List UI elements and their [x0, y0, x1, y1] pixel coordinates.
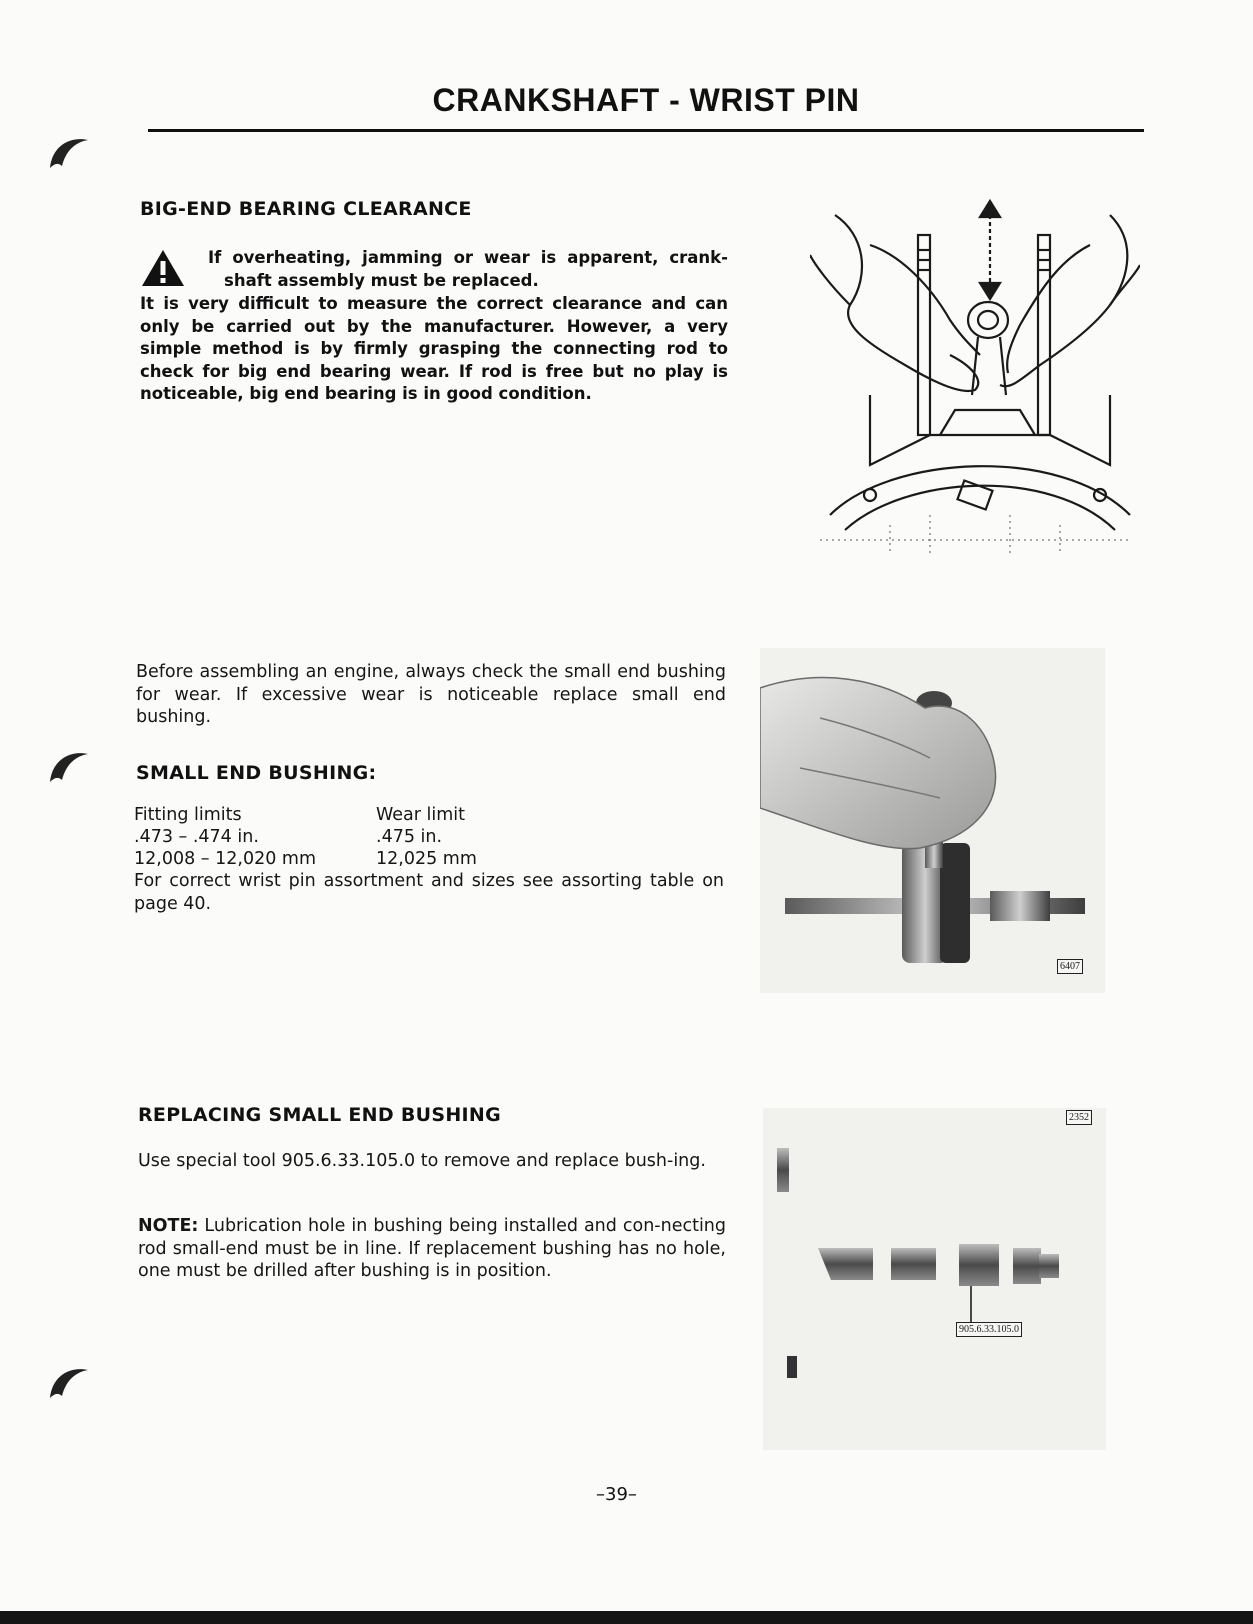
bottom-scan-edge: [0, 1611, 1253, 1624]
tool-number-label: 905.6.33.105.0: [956, 1322, 1022, 1337]
lubrication-note: [138, 1215, 726, 1283]
limits-table: [134, 804, 576, 870]
special-tool-paragraph: Use special tool 905.6.33.105.0 to remove and replace bush-ing.: [138, 1151, 706, 1171]
fitting-limit-inches: .473 – .474 in.: [134, 827, 259, 847]
small-end-intro-paragraph: Before assembling an engine, always check the small end bushing for wear. If excessive wear is noticeable replace small end bushing.: [136, 662, 726, 727]
figure-label-2352: 2352: [1066, 1110, 1092, 1125]
crankshaft-photo-illustration: [760, 648, 1105, 993]
binder-hole-bottom: [40, 1358, 102, 1420]
assortment-note: For correct wrist pin assortment and sizes see assorting table on page 40.: [134, 871, 724, 914]
note-text: Lubrication hole in bushing being installed and con-necting rod small-end must be in line. If replacement bushing has no hole, one must be drilled after bushing is in position.: [138, 1216, 726, 1281]
big-end-paragraph: It is very difficult to measure the correct clearance and can only be carried out by the manufacturer. However, a very simple method is by firmly grasping the connecting rod to check for big end bearing wear. If rod is free but no play is noticeable, big end bearing is in good condition.: [140, 294, 728, 403]
title-rule: [148, 129, 1144, 132]
fitting-limits-header: Fitting limits: [134, 805, 242, 825]
wear-limit-mm: 12,025 mm: [376, 849, 477, 869]
binder-hole-top: [40, 128, 102, 190]
warning-text-line1: If overheating, jamming or wear is apparent, crank-: [208, 248, 728, 267]
figure-crankshaft-photo: [760, 648, 1105, 993]
page-number: –39–: [596, 1484, 637, 1505]
fitting-limit-mm: 12,008 – 12,020 mm: [134, 849, 316, 869]
warning-text-line2: shaft assembly must be replaced.: [224, 271, 539, 290]
heading-big-end-bearing-clearance: BIG-END BEARING CLEARANCE: [140, 198, 472, 220]
warning-triangle-icon: [140, 248, 186, 288]
page-title: CRANKSHAFT - WRIST PIN: [432, 82, 860, 118]
note-label: NOTE:: [138, 1216, 199, 1236]
binder-hole-middle: [40, 742, 102, 804]
figure-label-6407: 6407: [1057, 959, 1083, 974]
figure-rod-check-drawing: [810, 195, 1140, 560]
heading-small-end-bushing: SMALL END BUSHING:: [136, 762, 377, 784]
heading-replacing-small-end-bushing: REPLACING SMALL END BUSHING: [138, 1104, 502, 1126]
figure-special-tool-photo: [763, 1108, 1106, 1450]
wear-limit-header: Wear limit: [376, 805, 466, 825]
wear-limit-inches: .475 in.: [376, 827, 443, 847]
special-tool-illustration: [763, 1108, 1106, 1450]
